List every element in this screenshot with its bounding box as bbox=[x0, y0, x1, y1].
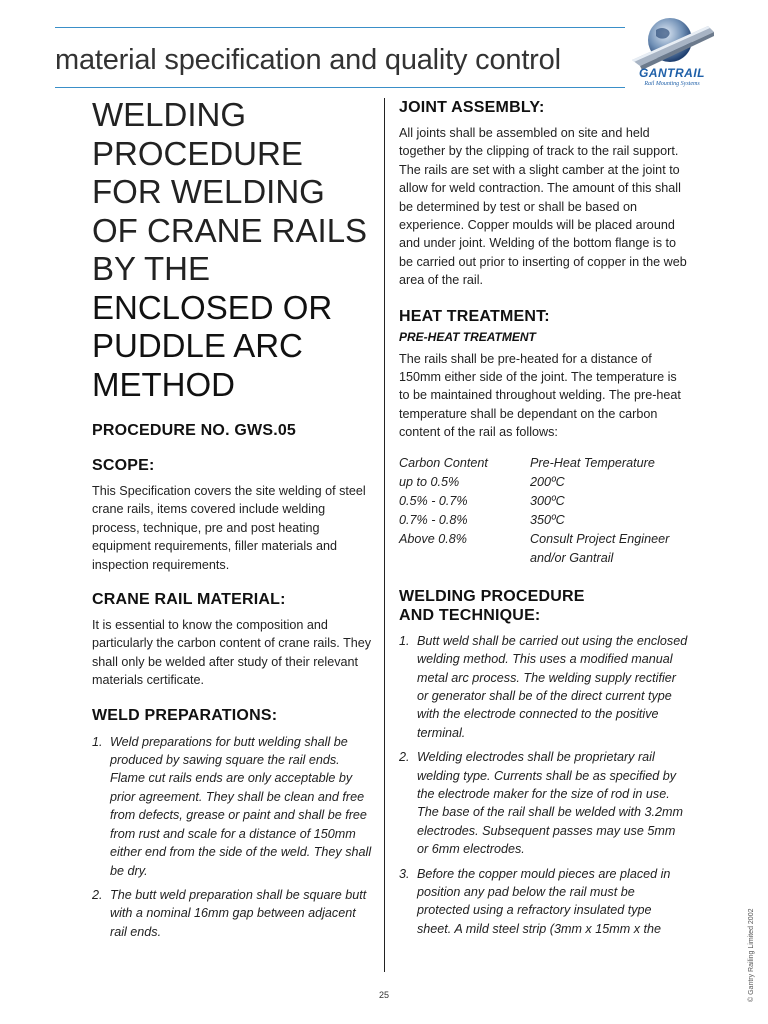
list-item bbox=[399, 632, 689, 742]
pre-heat-subheading: PRE-HEAT TREATMENT bbox=[399, 329, 536, 344]
logo-wordmark: GANTRAIL bbox=[639, 66, 705, 80]
table-cell: Above 0.8% bbox=[399, 531, 467, 546]
left-column bbox=[92, 96, 374, 941]
list-item-text: Butt weld shall be carried out using the enclosed welding method. This uses a modified manual metal arc process. The welding supply rectifier or generator shall be of the direct current type with the electrode connected to the positive terminal. bbox=[417, 633, 688, 740]
procedure-number: PROCEDURE NO. GWS.05 bbox=[92, 422, 297, 439]
title-line: PUDDLE ARC bbox=[92, 327, 303, 364]
page-number: 25 bbox=[378, 990, 389, 1000]
heat-treatment-body: The rails shall be pre-heated for a distance of 150mm either side of the joint. The temperature is to be maintained throughout welding. The pre-heat temperature shall be dependant on the carbon content of the rail as follows: bbox=[399, 351, 681, 440]
right-column bbox=[399, 98, 689, 938]
table-row bbox=[399, 530, 680, 568]
crane-rail-material-body: It is essential to know the composition and particularly the carbon content of crane rails. They shall only be welded after study of their relevant materials certificate. bbox=[92, 618, 372, 688]
title-line: WELDING bbox=[92, 96, 247, 133]
scope-heading: SCOPE: bbox=[92, 457, 155, 474]
table-row bbox=[399, 473, 680, 492]
table-row bbox=[399, 492, 680, 511]
header-title: material specification and quality control bbox=[55, 44, 561, 76]
weld-preparations-heading: WELD PREPARATIONS: bbox=[92, 706, 278, 724]
preheat-table bbox=[399, 454, 680, 568]
scope-body: This Specification covers the site welding of steel crane rails, items covered include welding process, technique, pre and post heating equipment requirements, filler materials and inspection requirements. bbox=[92, 484, 366, 572]
crane-rail-material-heading: CRANE RAIL MATERIAL: bbox=[92, 591, 286, 609]
list-item-number: 1. bbox=[399, 633, 410, 648]
logo-tagline: Rail Mounting Systems bbox=[644, 81, 700, 87]
heat-treatment-heading: HEAT TREATMENT: bbox=[399, 307, 550, 325]
table-cell: 0.7% - 0.8% bbox=[399, 512, 468, 527]
table-header: Pre-Heat Temperature bbox=[530, 455, 655, 470]
list-item-number: 2. bbox=[92, 887, 103, 902]
table-cell: Consult Project Engineer and/or Gantrail bbox=[530, 531, 670, 565]
list-item-text: Welding electrodes shall be proprietary rail welding type. Currents shall be as specified by the electrode maker for the size of rod in use. The base of the rail shall be welded with 3.2mm electrodes. Subsequent passes may use 5mm or 6mm electrodes. bbox=[417, 750, 684, 857]
heading-line: WELDING PROCEDURE bbox=[399, 587, 585, 605]
list-item-number: 3. bbox=[399, 866, 410, 881]
title-line: METHOD bbox=[92, 365, 235, 403]
table-cell: 300ºC bbox=[530, 493, 565, 508]
list-item bbox=[399, 748, 689, 858]
joint-assembly-heading: JOINT ASSEMBLY: bbox=[399, 99, 545, 116]
welding-procedure-list bbox=[399, 632, 689, 939]
list-item bbox=[399, 865, 689, 939]
table-header: Carbon Content bbox=[399, 455, 488, 470]
title-line: ENCLOSED OR bbox=[92, 288, 333, 326]
table-row bbox=[399, 511, 680, 530]
header-bottom-rule bbox=[55, 87, 625, 88]
title-line: FOR WELDING bbox=[92, 173, 325, 210]
table-cell: 350ºC bbox=[530, 512, 565, 527]
list-item-number: 2. bbox=[399, 750, 410, 765]
list-item bbox=[92, 733, 374, 880]
list-item-number: 1. bbox=[92, 734, 103, 749]
title-line: BY THE bbox=[92, 250, 210, 287]
column-divider bbox=[384, 98, 385, 972]
table-cell: 0.5% - 0.7% bbox=[399, 493, 468, 508]
table-header-row bbox=[399, 454, 680, 473]
table-cell: up to 0.5% bbox=[399, 474, 460, 489]
list-item-text: Weld preparations for butt welding shall be produced by sawing square the rail ends. Flame cut rails ends are only acceptable by prior agreement. They shall be clean and free from defects, grease or paint and shall be free from rust and scale for a distance of 150mm either end from the side of the weld. They shall be dry. bbox=[110, 734, 372, 878]
heading-line: AND TECHNIQUE: bbox=[399, 606, 541, 624]
joint-assembly-body: All joints shall be assembled on site and held together by the clipping of track to the rail support. The rails are set with a slight camber at the joint to allow for weld contraction. The amount of this shall be determined by test or shall be based on experience. Copper moulds will be placed around and under joint. Welding of the bottom flange is to be carried out prior to inserting of copper in the web area of the rail. bbox=[399, 126, 687, 288]
title-line: OF CRANE RAILS bbox=[92, 211, 368, 249]
header-top-rule bbox=[55, 27, 625, 28]
list-item bbox=[92, 886, 374, 941]
copyright-notice: © Gantry Railing Limited 2002 bbox=[748, 908, 755, 1002]
list-item-text: The butt weld preparation shall be square butt with a nominal 16mm gap between adjacent rail ends. bbox=[110, 887, 367, 939]
list-item-text: Before the copper mould pieces are placed in position any pad below the rail must be protected using a refractory insulated type sheet. A mild steel strip (3mm x 15mm x the bbox=[417, 866, 671, 936]
title-line: PROCEDURE bbox=[92, 134, 303, 172]
welding-procedure-heading bbox=[399, 587, 689, 625]
document-title bbox=[92, 96, 374, 404]
table-cell: 200ºC bbox=[530, 474, 565, 489]
weld-preparations-list bbox=[92, 733, 374, 941]
